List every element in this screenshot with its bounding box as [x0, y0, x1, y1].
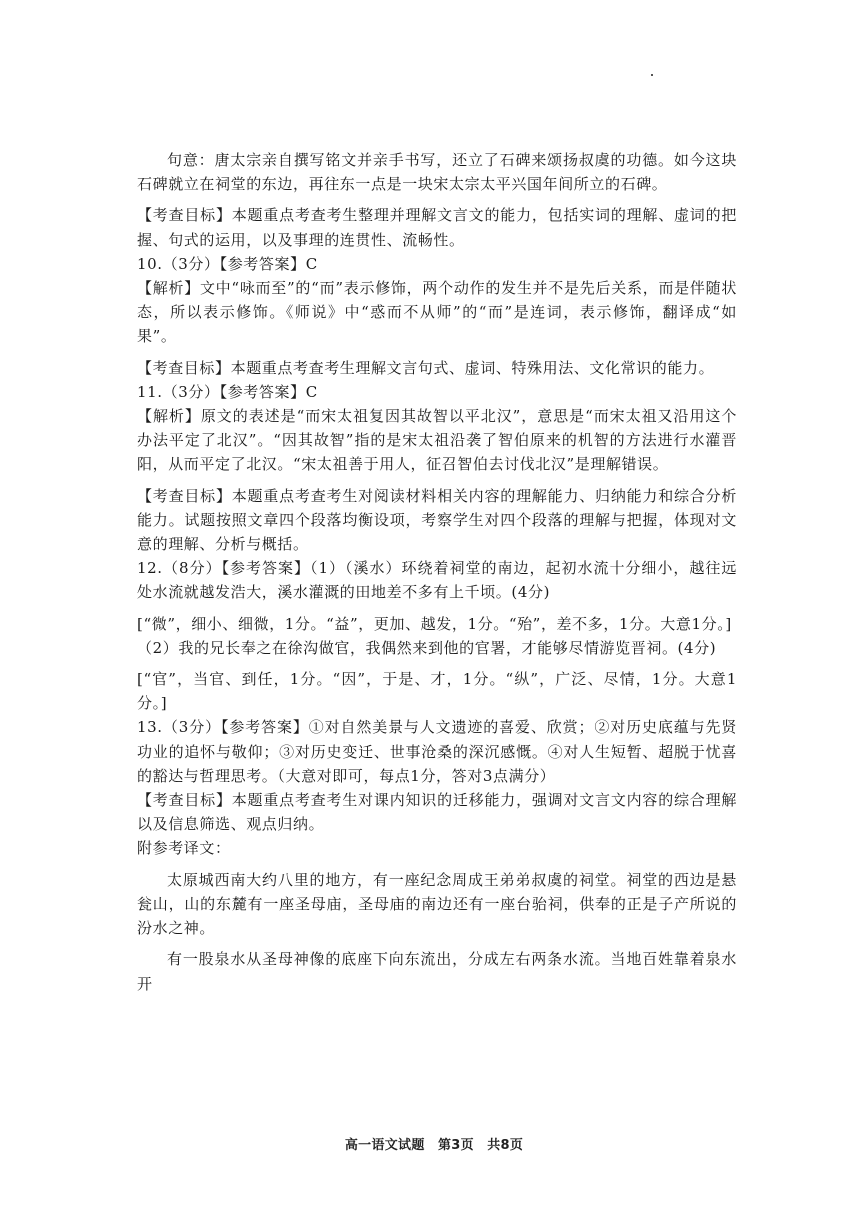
- question-11-heading: 11.（3分）【参考答案】C: [137, 382, 318, 401]
- scan-dot: [651, 74, 653, 76]
- question-11-target: 【考查目标】本题重点考查考生对阅读材料相关内容的理解能力、归纳能力和综合分析能力。试题按照文章四个段落均衡设项，考察学生对四个段落的理解与把握，体现对文意的理解、分析与概括。: [137, 486, 737, 554]
- exam-target-paragraph: 【考查目标】本题重点考查考生整理并理解文言文的能力，包括实词的理解、虚词的把握、句式的运用，以及事理的连贯性、流畅性。: [137, 206, 737, 249]
- question-12-scoring-note-2: [“官”，当官、到任，1分。“因”，于是、才，1分。“纵”，广泛、尽情，1分。大意1分。]: [137, 670, 737, 713]
- translation-paragraph-1: 太原城西南大约八里的地方，有一座纪念周成王弟弟叔虞的祠堂。祠堂的西边是悬瓮山，山的东麓有一座圣母庙，圣母庙的南边还有一座台骀祠，供奉的正是子产所说的汾水之神。: [137, 870, 737, 938]
- question-12-answer-part-2: （2）我的兄长奉之在徐沟做官，我偶然来到他的官署，才能够尽情游览晋祠。(4分): [137, 638, 717, 657]
- appendix-label: 附参考译文：: [137, 839, 231, 858]
- question-10-analysis: 【解析】文中“咏而至”的“而”表示修饰，两个动作的发生并不是先后关系，而是伴随状态，所以表示修饰。《师说》中“惑而不从师”的“而”是连词，表示修饰，翻译成“如果”。: [137, 279, 737, 346]
- question-12-answer-part-1: 12.（8分）【参考答案】（1）（溪水）环绕着祠堂的南边，起初水流十分细小，越往远处水流就越发浩大，溪水灌溉的田地差不多有上千顷。(4分): [137, 559, 737, 602]
- sentence-meaning-paragraph: 句意：唐太宗亲自撰写铭文并亲手书写，还立了石碑来颂扬叔虞的功德。如今这块石碑就立在祠堂的东边，再往东一点是一块宋太宗太平兴国年间所立的石碑。: [137, 151, 737, 194]
- translation-paragraph-2: 有一股泉水从圣母神像的底座下向东流出，分成左右两条水流。当地百姓靠着泉水开: [137, 950, 737, 993]
- page-content: [137, 148, 737, 996]
- page-footer: 高一语文试题 第3页 共8页: [344, 1138, 524, 1153]
- question-10-heading: 10.（3分）【参考答案】C: [137, 254, 318, 273]
- question-10-target: 【考查目标】本题重点考查考生理解文言句式、虚词、特殊用法、文化常识的能力。: [137, 358, 715, 377]
- question-11-analysis: 【解析】原文的表述是“而宋太祖复因其故智以平北汉”，意思是“而宋太祖又沿用这个办法平定了北汉”。“因其故智”指的是宋太祖沿袭了智伯原来的机智的方法进行水灌晋阳，从而平定了北汉。“宋太祖善于用人，征召智伯去讨伐北汉”是理解错误。: [137, 407, 737, 474]
- question-13-answer: 13.（3分）【参考答案】①对自然美景与人文遗迹的喜爱、欣赏；②对历史底蕴与先贤功业的追怀与敬仰；③对历史变迁、世事沧桑的深沉感慨。④对人生短暂、超脱于忧喜的豁达与哲理思考。（大意对即可，每点1分，答对3点满分）: [137, 718, 737, 785]
- question-13-target: 【考查目标】本题重点考查考生对课内知识的迁移能力，强调对文言文内容的综合理解以及信息筛选、观点归纳。: [137, 791, 737, 834]
- question-12-scoring-note-1: [“微”，细小、细微，1分。“益”，更加、越发，1分。“殆”，差不多，1分。大意1分。]: [137, 614, 732, 633]
